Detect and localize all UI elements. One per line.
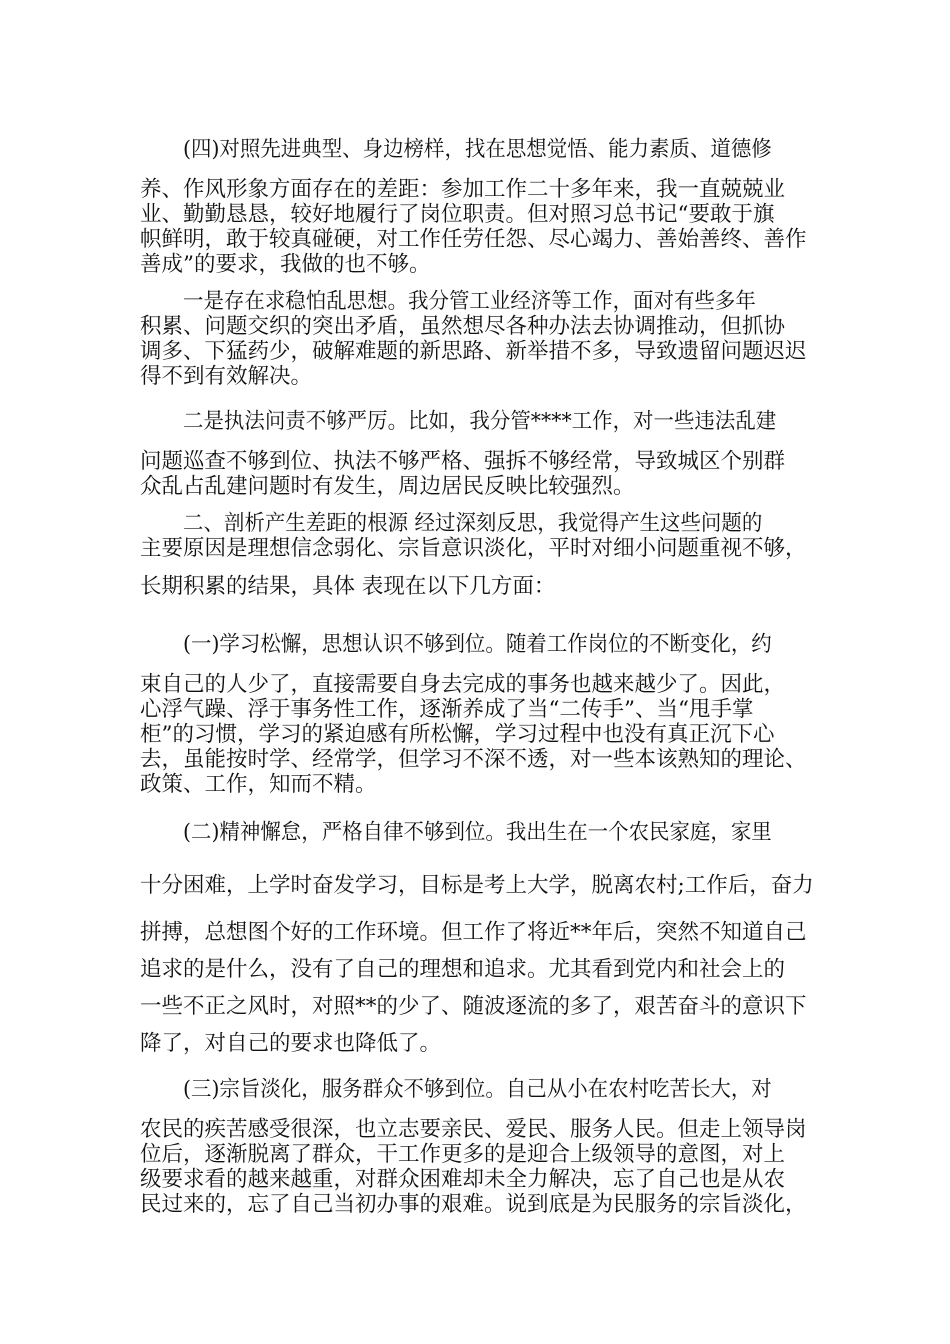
text-line: 业、勤勤恳恳，较好地履行了岗位职责。但对照习总书记“要敢于旗 <box>140 202 775 227</box>
text-line: 二是执法问责不够严厉。比如，我分管****工作，对一些违法乱建 <box>183 409 777 434</box>
text-line: (二)精神懈怠，严格自律不够到位。我出生在一个农民家庭，家里 <box>183 820 772 845</box>
text-line: 问题巡查不够到位、执法不够严格、强拆不够经常，导致城区个别群 <box>140 449 786 474</box>
text-line: 降了，对自己的要求也降低了。 <box>140 1031 442 1056</box>
text-line: 柜”的习惯，学习的紧迫感有所松懈，学习过程中也没有真正沉下心 <box>140 722 775 747</box>
text-line: 众乱占乱建问题时有发生，周边居民反映比较强烈。 <box>140 474 635 499</box>
text-line: 农民的疾苦感受很深，也立志要亲民、爱民、服务人民。但走上领导岗 <box>140 1117 807 1142</box>
text-line: 一是存在求稳怕乱思想。我分管工业经济等工作，面对有些多年 <box>183 289 756 314</box>
text-line: 养、作风形象方面存在的差距：参加工作二十多年来，我一直兢兢业 <box>140 177 786 202</box>
text-line: 追求的是什么，没有了自己的理想和追求。尤其看到党内和社会上的 <box>140 957 786 982</box>
text-line: 得不到有效解决。 <box>140 364 313 389</box>
text-line: 主要原因是理想信念弱化、宗旨意识淡化，平时对细小问题重视不够， <box>140 536 807 561</box>
text-line: (一)学习松懈，思想认识不够到位。随着工作岗位的不断变化，约 <box>183 632 772 657</box>
text-line: 民过来的，忘了自己当初办事的艰难。说到底是为民服务的宗旨淡化， <box>140 1192 807 1217</box>
text-line: 拼搏，总想图个好的工作环境。但工作了将近**年后，突然不知道自己 <box>140 920 807 945</box>
text-line: 十分困难，上学时奋发学习，目标是考上大学，脱离农村;工作后，奋力 <box>140 873 814 898</box>
text-line: (三)宗旨淡化，服务群众不够到位。自己从小在农村吃苦长大，对 <box>183 1077 772 1102</box>
text-line: 位后，逐渐脱离了群众，干工作更多的是迎合上级领导的意图，对上 <box>140 1142 786 1167</box>
text-line: 调多、下猛药少，破解难题的新思路、新举措不多，导致遗留问题迟迟 <box>140 339 807 364</box>
text-line: 善成”的要求，我做的也不够。 <box>140 252 431 277</box>
text-line: 积累、问题交织的突出矛盾，虽然想尽各种办法去协调推动，但抓协 <box>140 314 786 339</box>
text-line: 政策、工作，知而不精。 <box>140 772 377 797</box>
text-line: 束自己的人少了，直接需要自身去完成的事务也越来越少了。因此， <box>140 672 786 697</box>
text-line: 一些不正之风时，对照**的少了、随波逐流的多了，艰苦奋斗的意识下 <box>140 994 807 1019</box>
text-line: 二、剖析产生差距的根源 经过深刻反思，我觉得产生这些问题的 <box>183 511 763 536</box>
text-line: 心浮气躁、浮于事务性工作，逐渐养成了当“二传手”、当“甩手掌 <box>140 697 754 722</box>
text-line: 帜鲜明，敢于较真碰硬，对工作任劳任怨、尽心竭力、善始善终、善作 <box>140 227 807 252</box>
text-line: 去，虽能按时学、经常学，但学习不深不透，对一些本该熟知的理论、 <box>140 747 807 772</box>
text-line: (四)对照先进典型、身边榜样，找在思想觉悟、能力素质、道德修 <box>183 137 772 162</box>
text-line: 级要求看的越来越重，对群众困难却未全力解决，忘了自己也是从农 <box>140 1167 786 1192</box>
text-line: 长期积累的结果，具体 表现在以下几方面： <box>140 574 556 599</box>
